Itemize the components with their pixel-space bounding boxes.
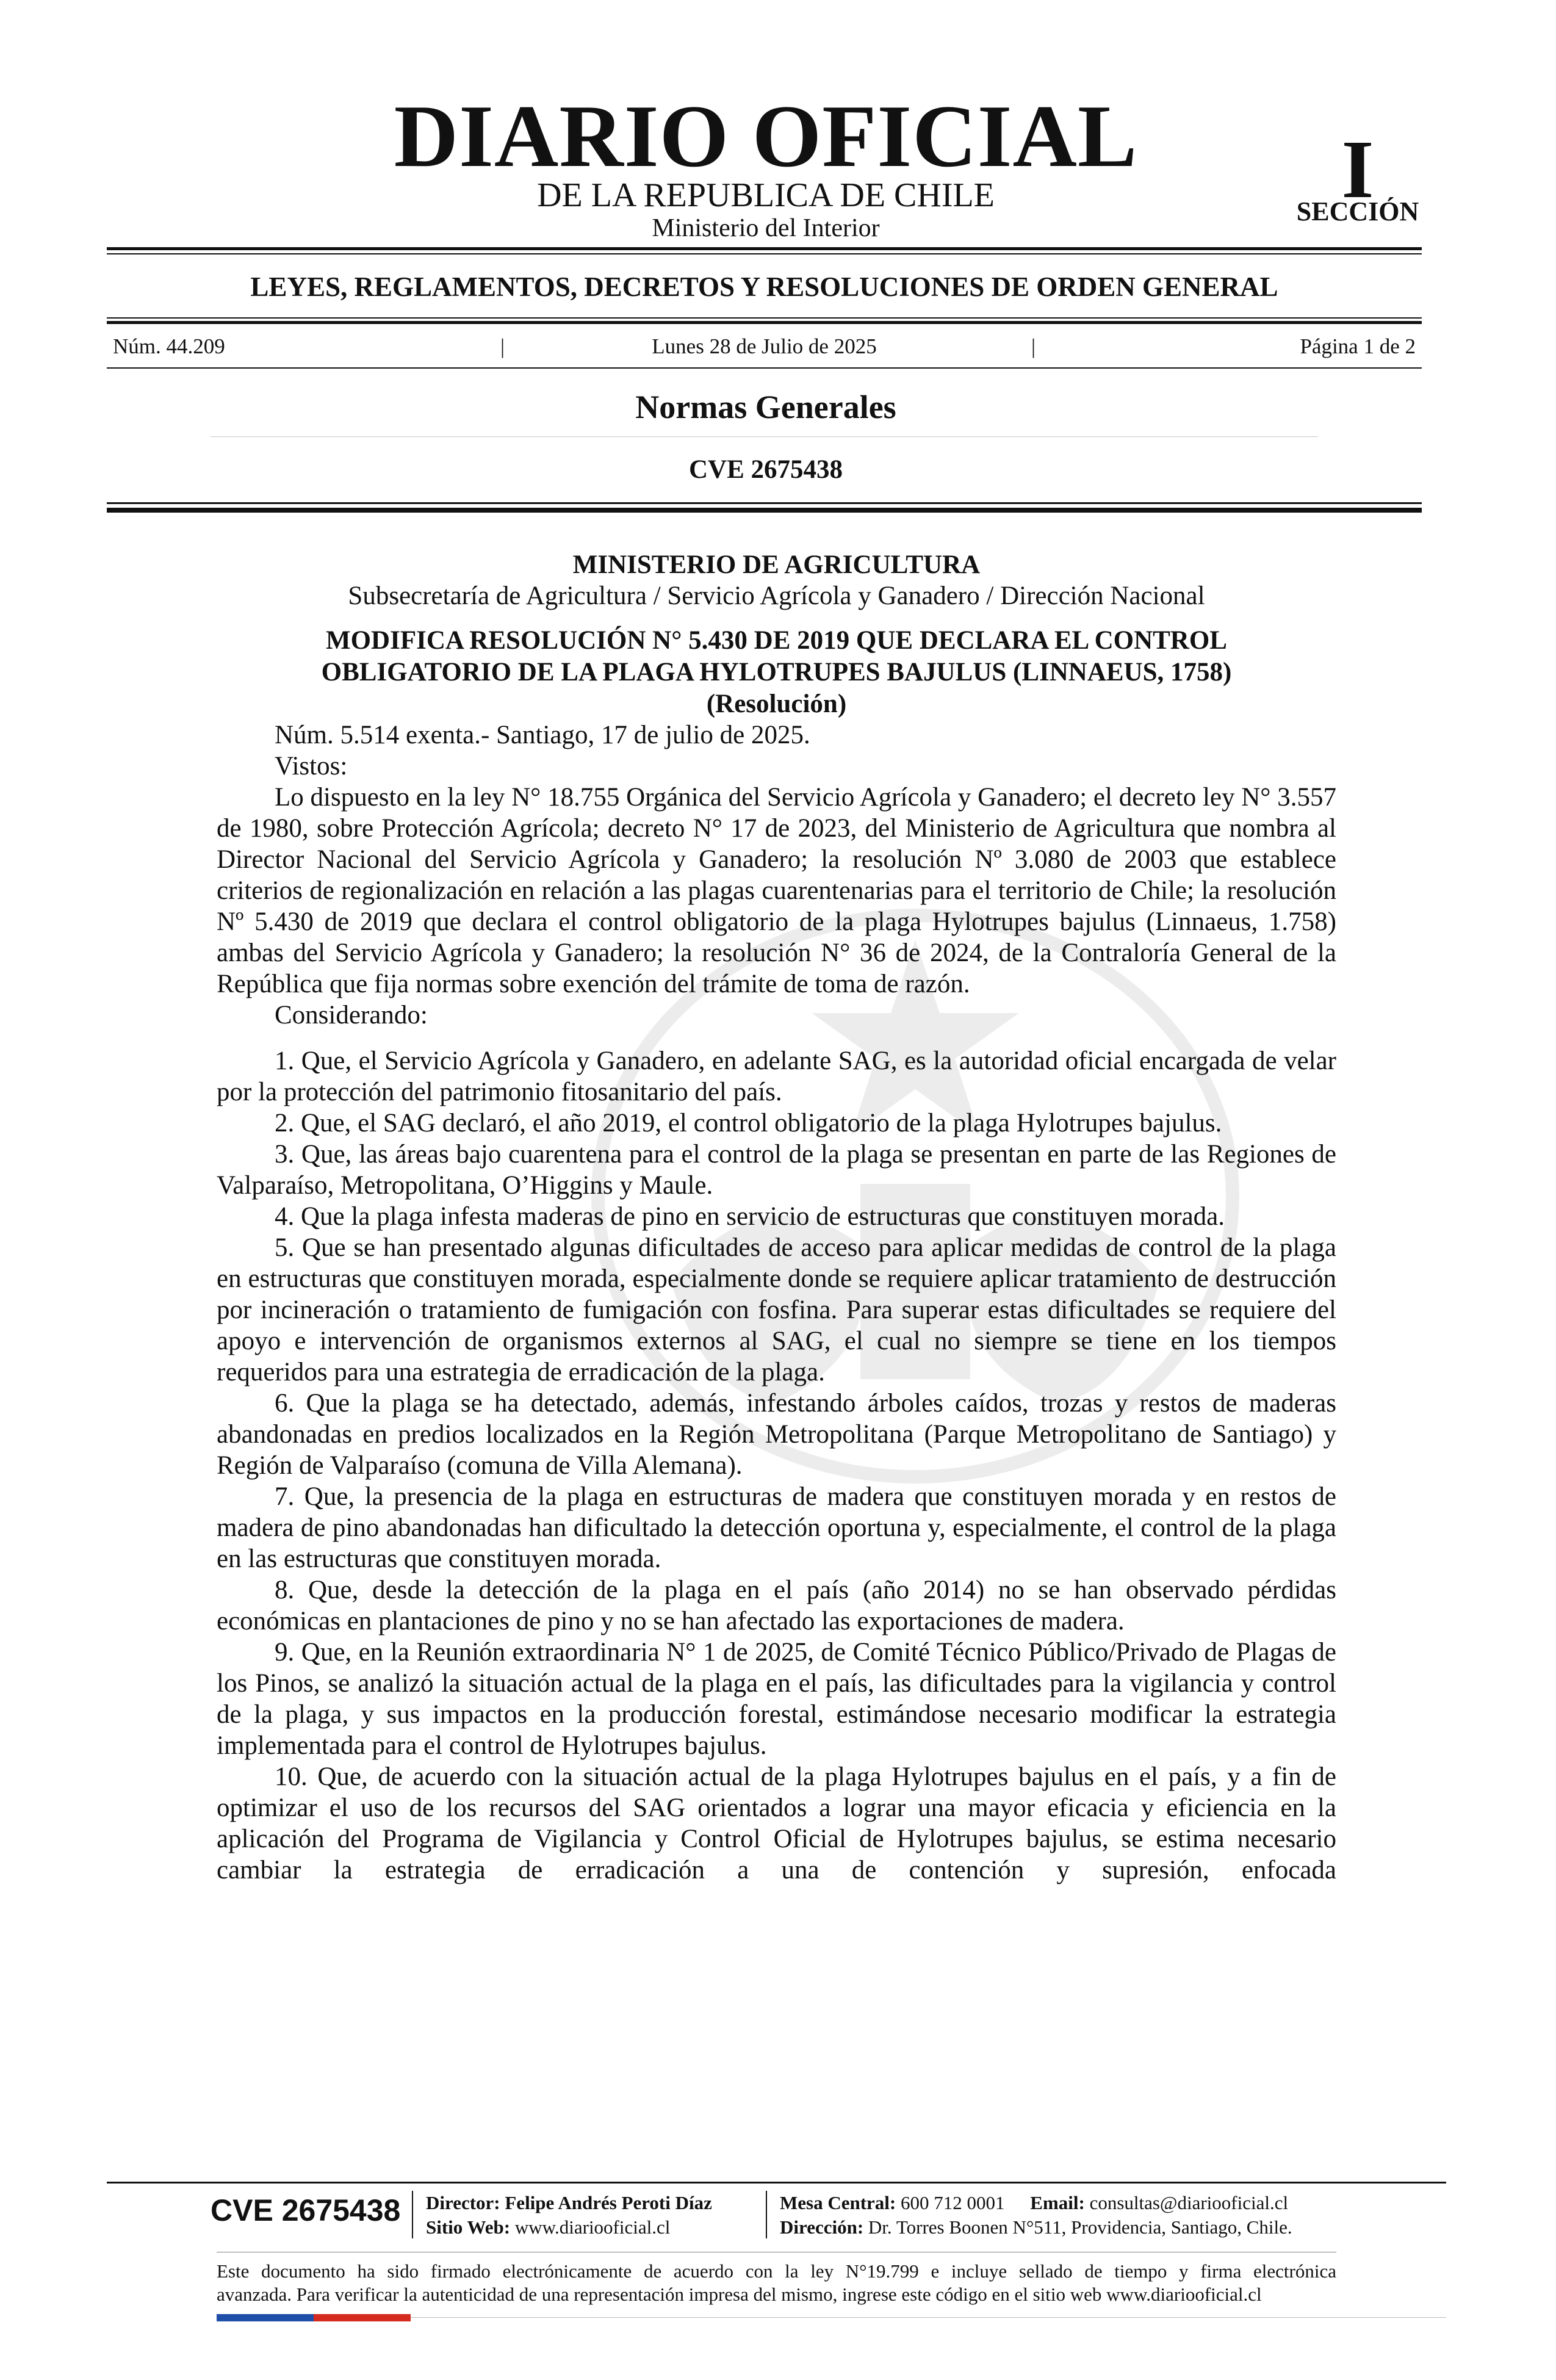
divider [107, 508, 1422, 513]
divider [766, 2191, 767, 2238]
contact-line [780, 2191, 1288, 2215]
considerando-item: 5. Que se han presentado algunas dificultades de acceso para aplicar medidas de control de la plaga en estructuras que constituyen morada, especialmente donde se requiere aplicar tratamiento de destrucción por incineración o tratamiento de fumigación con fosfina. Para superar estas dificultades se requiere del apoyo e intervención de organismos externos al SAG, el cual no siempre se tiene en los tiempos requeridos para una estrategia de erradicación de la plaga. [217, 1233, 1336, 1387]
considerando-heading: Considerando: [275, 1001, 428, 1030]
resolution-number: Núm. 5.514 exenta.- Santiago, 17 de julio de 2025. [275, 721, 810, 749]
newspaper-title: DIARIO OFICIAL [394, 87, 1138, 186]
director-line [426, 2191, 712, 2215]
email-label: Email: [1030, 2192, 1085, 2213]
signature-notice: avanzada. Para verificar la autenticidad de una representación impresa del mismo, ingrese este código en el sitio web www.diariooficial.cl [217, 2284, 1262, 2305]
issue-info-bar [113, 334, 1416, 359]
considerando-item: 2. Que, el SAG declaró, el año 2019, el control obligatorio de la plaga Hylotrupes bajulus. [275, 1109, 1222, 1138]
issuing-ministry: MINISTERIO DE AGRICULTURA [572, 550, 981, 579]
considerando-item: 10. Que, de acuerdo con la situación actual de la plaga Hylotrupes bajulus en el país, y a fin de optimizar el uso de los recursos del SAG orientados a lograr una mayor eficacia y eficiencia en la aplicación del Programa de Vigilancia y Control Oficial de Hylotrupes bajulus, se estima necesario cambiar la estrategia de erradicación a una de contención y supresión, enfocada [217, 1762, 1336, 1884]
considerando-item: 4. Que la plaga infesta maderas de pino en servicio de estructuras que constituyen morada. [275, 1202, 1225, 1231]
phone-label: Mesa Central: [780, 2192, 896, 2213]
director-label: Director: [426, 2192, 500, 2213]
divider [107, 367, 1422, 369]
vistos-heading: Vistos: [275, 752, 348, 781]
separator: | [1031, 334, 1036, 358]
document-type: (Resolución) [706, 690, 847, 718]
address-line [780, 2216, 1292, 2239]
considerando-list [217, 1045, 1336, 1886]
considerando-item: 3. Que, las áreas bajo cuarentena para el control de la plaga se presentan en parte de las Regiones de Valparaíso, Metropolitana, O’Higgins y Maule. [217, 1140, 1336, 1200]
footer-cve-code: CVE 2675438 [211, 2193, 401, 2227]
subsecretaria-line: Subsecretaría de Agricultura / Servicio Agrícola y Ganadero / Dirección Nacional [348, 582, 1205, 610]
resolution-title [217, 625, 1336, 688]
divider [411, 2317, 1446, 2318]
divider [107, 502, 1422, 504]
considerando-item: 9. Que, en la Reunión extraordinaria N° 1 de 2025, de Comité Técnico Público/Privado de Plagas de los Pinos, se analizó la situación actual de la plaga en el país, las dificultades para la vigilancia y control de la plaga, y sus impactos en la producción forestal, estimándose necesario modificar la estrategia implementada para el control de Hylotrupes bajulus. [217, 1638, 1336, 1760]
considerando-item: 8. Que, desde la detección de la plaga en el país (año 2014) no se han observado pérdidas económicas en plantaciones de pino y no se han afectado las exportaciones de madera. [217, 1576, 1336, 1635]
signature-notice: Este documento ha sido firmado electrónicamente de acuerdo con la ley N°19.799 e incluye sellado de tiempo y firma electrónica [217, 2260, 1336, 2282]
director-name: Felipe Andrés Peroti Díaz [505, 2192, 712, 2213]
flag-red-segment [314, 2314, 411, 2321]
document-body [217, 549, 1336, 1886]
flag-blue-segment [217, 2314, 314, 2321]
resolution-title-line: MODIFICA RESOLUCIÓN N° 5.430 DE 2019 QUE DECLARA EL CONTROL [326, 626, 1227, 655]
divider [107, 253, 1422, 254]
considerando-item: 7. Que, la presencia de la plaga en estructuras de madera que constituyen morada y en restos de madera de pino abandonadas han dificultado la detección oportuna y, especialmente, el control de la plaga en las estructuras que constituyen morada. [217, 1482, 1336, 1573]
section-band: LEYES, REGLAMENTOS, DECRETOS Y RESOLUCIONES DE ORDEN GENERAL [250, 272, 1278, 302]
address-label: Dirección: [780, 2216, 864, 2238]
category-heading: Normas Generales [635, 389, 896, 425]
issue-date: Lunes 28 de Julio de 2025 [652, 334, 877, 358]
issue-number: Núm. 44.209 [113, 334, 225, 358]
flag-color-bar [217, 2314, 411, 2321]
website-label: Sitio Web: [426, 2216, 511, 2238]
website-line [426, 2216, 670, 2239]
website-link[interactable]: www.diariooficial.cl [514, 2216, 671, 2238]
address-value: Dr. Torres Boonen N°511, Providencia, Santiago, Chile. [868, 2216, 1292, 2238]
ministry-line: Ministerio del Interior [652, 214, 880, 242]
resolution-title-line: OBLIGATORIO DE LA PLAGA HYLOTRUPES BAJULUS (LINNAEUS, 1758) [321, 658, 1232, 687]
phone-number: 600 712 0001 [901, 2192, 1005, 2213]
section-number: I [1341, 124, 1374, 215]
divider [107, 321, 1422, 324]
newspaper-subtitle: DE LA REPUBLICA DE CHILE [537, 176, 995, 214]
considerando-item: 1. Que, el Servicio Agrícola y Ganadero, en adelante SAG, es la autoridad oficial encargada de velar por la protección del patrimonio fitosanitario del país. [217, 1047, 1336, 1106]
cve-code: CVE 2675438 [688, 455, 843, 484]
divider [211, 436, 1318, 437]
divider [107, 317, 1422, 319]
divider [107, 247, 1422, 250]
page-indicator: Página 1 de 2 [1300, 334, 1416, 358]
email-link[interactable]: consultas@diariooficial.cl [1089, 2192, 1289, 2213]
considerando-item: 6. Que la plaga se ha detectado, además, infestando árboles caídos, trozas y restos de maderas abandonadas en predios localizados en la Región Metropolitana (Parque Metropolitano de Santiago) y Región de Valparaíso (comuna de Villa Alemana). [217, 1389, 1336, 1480]
divider [107, 2182, 1446, 2183]
vistos-paragraph: Lo dispuesto en la ley N° 18.755 Orgánica del Servicio Agrícola y Ganadero; el decreto ley N° 3.557 de 1980, sobre Protección Agrícola; decreto N° 17 de 2023, del Ministerio de Agricultura que nombra al Director Nacional del Servicio Agrícola y Ganadero; la resolución Nº 3.080 de 2003 que establece criterios de regionalización en relación a las plagas cuarentenarias para el territorio de Chile; la resolución Nº 5.430 de 2019 que declara el control obligatorio de la plaga Hylotrupes bajulus (Linnaeus, 1.758) ambas del Servicio Agrícola y Ganadero; la resolución N° 36 de 2024, de la Contraloría General de la República que fija normas sobre exención del trámite de toma de razón. [217, 783, 1336, 998]
separator: | [500, 334, 505, 358]
masthead [0, 0, 1556, 256]
divider [412, 2191, 413, 2238]
section-label: SECCIÓN [1296, 197, 1419, 226]
